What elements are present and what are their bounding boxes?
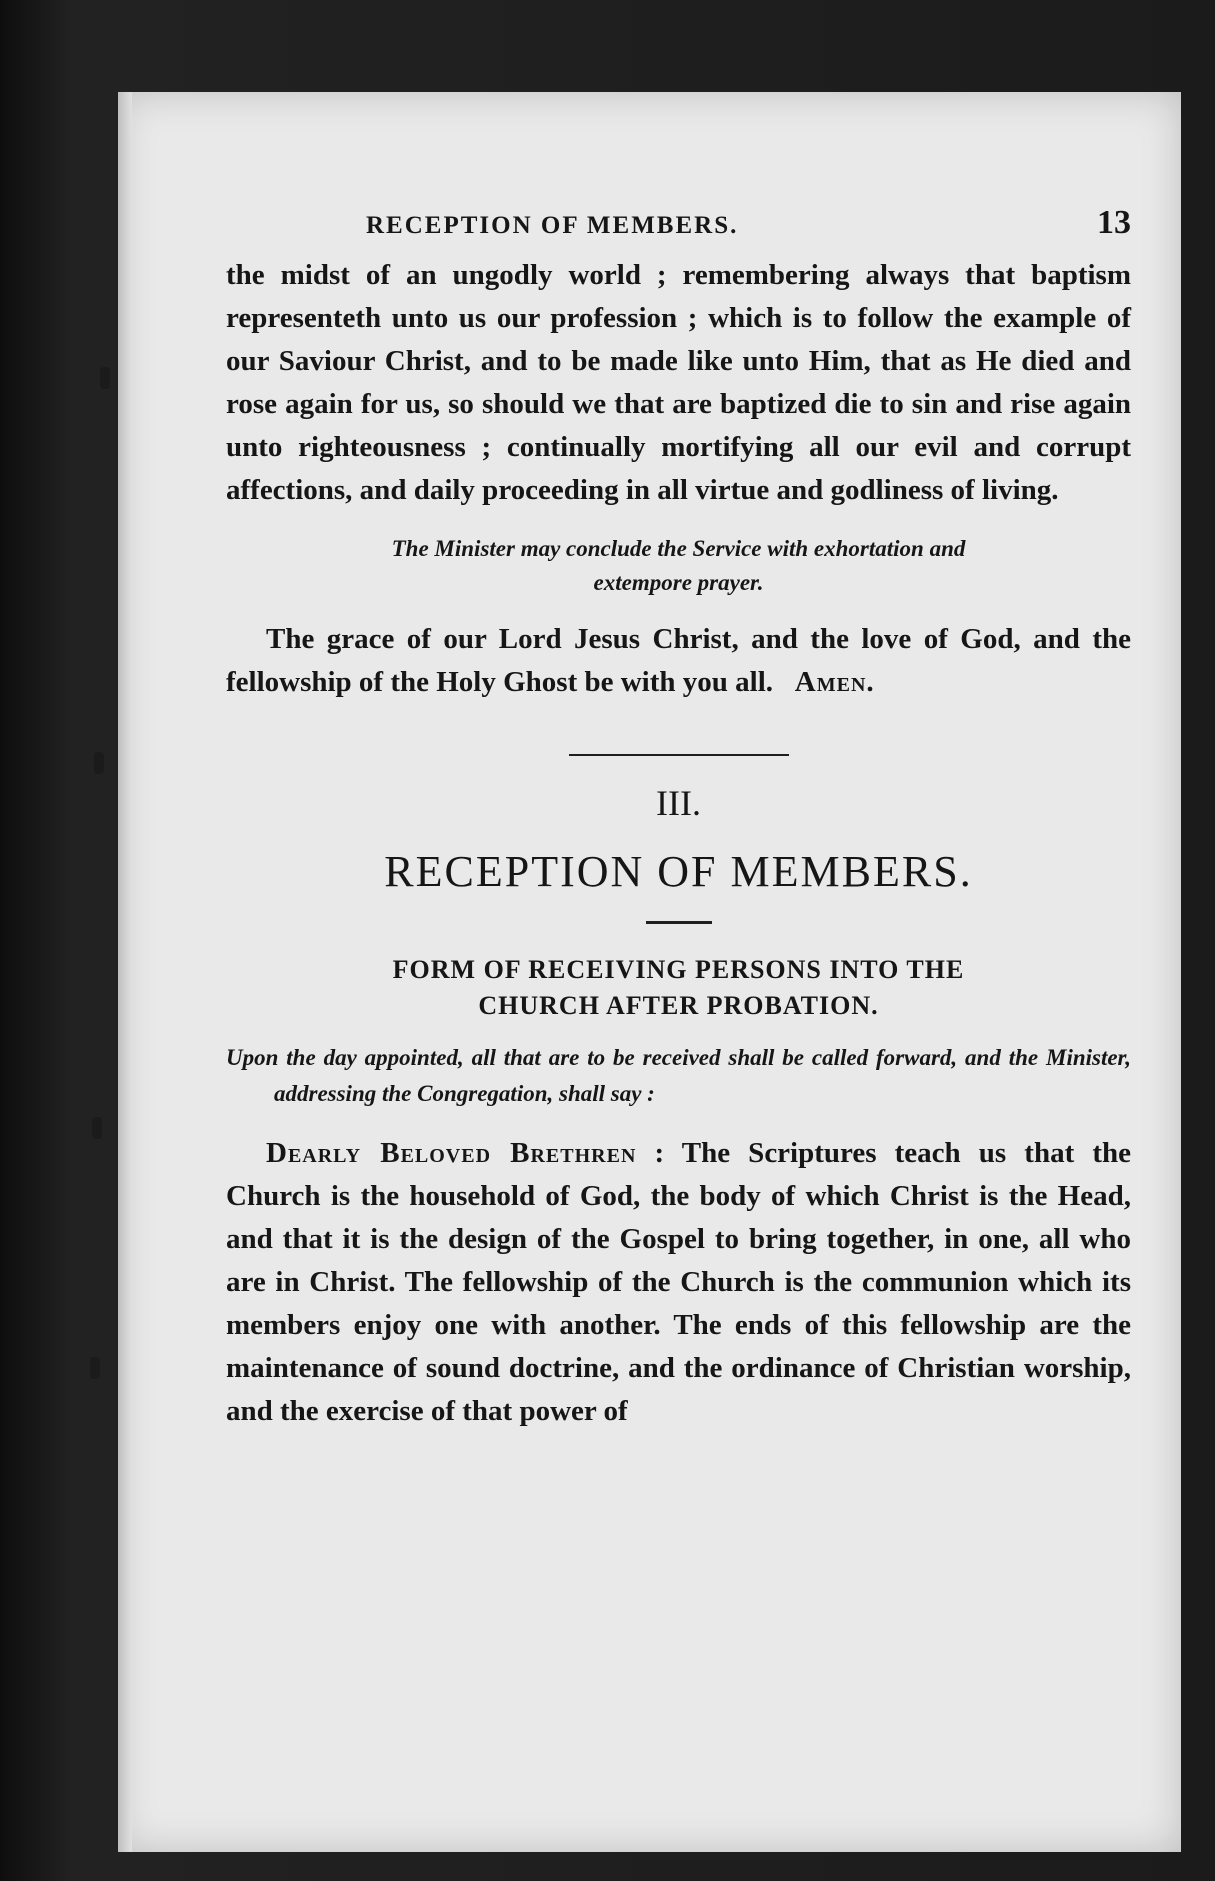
section-title: RECEPTION OF MEMBERS. <box>384 847 973 896</box>
form-heading-line: FORM OF RECEIVING PERSONS INTO THE <box>392 955 965 984</box>
benediction <box>226 618 1131 704</box>
address-text: : The Scriptures teach us that the Church is the household of God, the body of which Christ is the Head, and that it is the design of the Gospel to bring together, in one, all who are in Christ. The fellowship of the Church is the communion which its members enjoy one with another. The ends of this fellowship are the maintenance of sound doctrine, and the ordinance of Christian worship, and the exercise of that power of <box>226 1137 1131 1427</box>
rubric-conclusion <box>226 532 1131 600</box>
benediction-text: The grace of our Lord Jesus Christ, and the love of God, and the fellowship of the Holy Ghost be with you all. <box>226 623 1131 698</box>
running-head <box>366 204 1131 242</box>
section-number: III. <box>656 783 701 823</box>
form-heading-line: CHURCH AFTER PROBATION. <box>478 991 879 1020</box>
binding-mark <box>92 1117 102 1139</box>
page-content <box>226 204 1131 1433</box>
amen: Amen. <box>794 666 875 698</box>
form-heading <box>266 952 1091 1024</box>
address-paragraph <box>226 1132 1131 1433</box>
continued-paragraph: the midst of an ungodly world ; remembering always that baptism representeth unto us our profession ; which is to follow the example of our Saviour Christ, and to be made like unto Him, that as He died and rose again for us, so should we that are baptized die to sin and rise again unto righteousness ; continually mortifying all our evil and corrupt affections, and daily proceeding in all virtue and godliness of living. <box>226 259 1131 506</box>
book-page <box>118 92 1181 1852</box>
section-divider <box>569 754 789 756</box>
page-number: 13 <box>1097 204 1131 241</box>
rubric-line: The Minister may conclude the Service with exhortation and <box>391 536 966 561</box>
binding-mark <box>90 1357 100 1379</box>
page-gutter <box>118 92 132 1852</box>
title-rule <box>646 921 712 924</box>
rubric-instruction: Upon the day appointed, all that are to be received shall be called forward, and the Minister, addressing the Congregation, shall say : <box>226 1045 1131 1106</box>
binding-mark <box>94 752 104 774</box>
binding-mark <box>100 367 110 389</box>
address-opening: Dearly Beloved Brethren <box>266 1137 637 1169</box>
running-title: RECEPTION OF MEMBERS. <box>366 212 739 239</box>
rubric-line: extempore prayer. <box>593 570 764 595</box>
